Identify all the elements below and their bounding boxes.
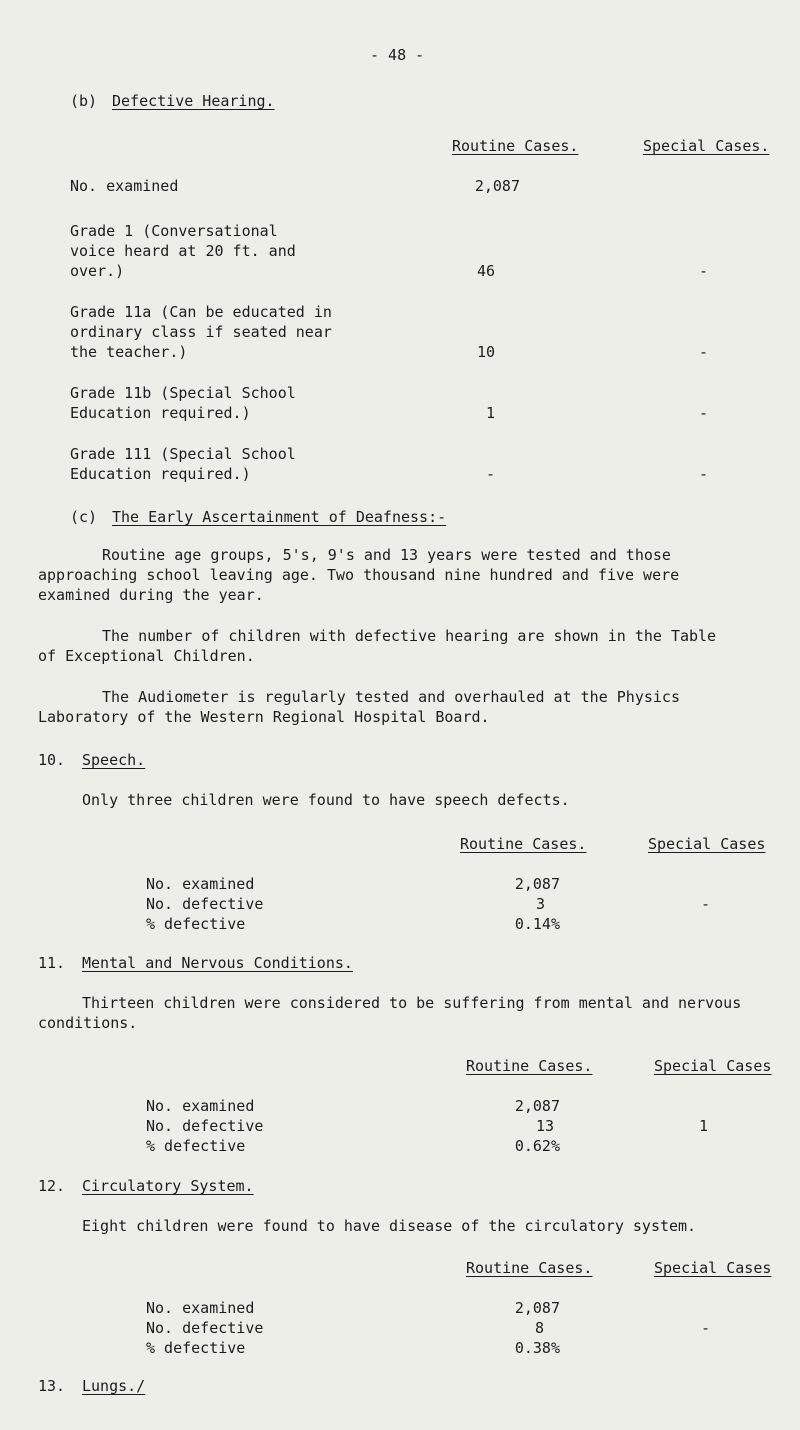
c-para2-line: of Exceptional Children. [38,647,255,665]
mental-row-routine: 0.62% [514,1137,560,1155]
hearing-row-label: Grade 11b (Special School [70,384,296,402]
speech-row-label: No. examined [146,875,255,893]
section-c-number: (c) [70,508,98,526]
hearing-row-label: Grade 111 (Special School [70,445,296,463]
hearing-row-special: - [698,262,708,280]
section-b-heading: Defective Hearing. [112,92,275,110]
circulatory-row-label: No. defective [146,1319,264,1337]
circulatory-row-routine: 2,087 [514,1299,560,1317]
speech-row-label: % defective [146,915,246,933]
section-10-intro: Only three children were found to have speech defects. [82,791,570,809]
hearing-row-special: - [698,404,708,422]
s10-col-special-header: Special Cases [648,835,766,853]
hearing-row-routine: 46 [476,262,495,280]
hearing-row-label: Education required.) [70,465,251,483]
hearing-row-routine: 10 [476,343,495,361]
hearing-row-label: No. examined [70,177,179,195]
hearing-row-label: voice heard at 20 ft. and [70,242,296,260]
circulatory-row-special: - [700,1319,710,1337]
circulatory-row-routine: 0.38% [514,1339,560,1357]
c-para3-line: The Audiometer is regularly tested and overhauled at the Physics [102,688,680,706]
c-para1-line: examined during the year. [38,586,264,604]
mental-row-label: No. examined [146,1097,255,1115]
section-11-intro-line: conditions. [38,1014,138,1032]
hearing-row-routine: - [485,465,495,483]
section-11-intro-line: Thirteen children were considered to be suffering from mental and nervous [82,994,742,1012]
mental-row-special: 1 [698,1117,708,1135]
hearing-row-label: the teacher.) [70,343,188,361]
mental-row-label: % defective [146,1137,246,1155]
mental-row-routine: 13 [535,1117,554,1135]
speech-row-routine: 0.14% [514,915,560,933]
hearing-row-routine: 1 [485,404,495,422]
mental-row-label: No. defective [146,1117,264,1135]
hearing-row-label: Grade 11a (Can be educated in [70,303,332,321]
section-12-intro: Eight children were found to have disease of the circulatory system. [82,1217,697,1235]
section-10-heading: Speech. [82,751,146,769]
section-11-number: 11. [38,954,66,972]
s12-col-special-header: Special Cases [654,1259,772,1277]
s12-col-routine-header: Routine Cases. [466,1259,593,1277]
section-12-heading: Circulatory System. [82,1177,254,1195]
speech-row-routine: 2,087 [514,875,560,893]
section-b-number: (b) [70,92,98,110]
s10-col-routine-header: Routine Cases. [460,835,587,853]
speech-row-routine: 3 [535,895,545,913]
circulatory-row-label: No. examined [146,1299,255,1317]
section-10-number: 10. [38,751,66,769]
c-para3-line: Laboratory of the Western Regional Hospital Board. [38,708,490,726]
section-c-heading: The Early Ascertainment of Deafness:- [112,508,447,526]
hearing-row-special: - [698,465,708,483]
speech-row-label: No. defective [146,895,264,913]
circulatory-row-routine: 8 [534,1319,544,1337]
c-para1-line: Routine age groups, 5's, 9's and 13 years were tested and those [102,546,671,564]
b-col-special-header: Special Cases. [643,137,770,155]
speech-row-special: - [700,895,710,913]
hearing-row-routine: 2,087 [474,177,520,195]
page-number: - 48 - [370,46,425,64]
circulatory-row-label: % defective [146,1339,246,1357]
hearing-row-label: Education required.) [70,404,251,422]
hearing-row-special: - [698,343,708,361]
hearing-row-label: Grade 1 (Conversational [70,222,278,240]
mental-row-routine: 2,087 [514,1097,560,1115]
section-11-heading: Mental and Nervous Conditions. [82,954,353,972]
b-col-routine-header: Routine Cases. [452,137,579,155]
section-13-heading: Lungs./ [82,1377,146,1395]
section-12-number: 12. [38,1177,66,1195]
s11-col-routine-header: Routine Cases. [466,1057,593,1075]
section-13-number: 13. [38,1377,66,1395]
c-para1-line: approaching school leaving age. Two thousand nine hundred and five were [38,566,680,584]
hearing-row-label: over.) [70,262,125,280]
hearing-row-label: ordinary class if seated near [70,323,332,341]
s11-col-special-header: Special Cases [654,1057,772,1075]
c-para2-line: The number of children with defective hearing are shown in the Table [102,627,717,645]
